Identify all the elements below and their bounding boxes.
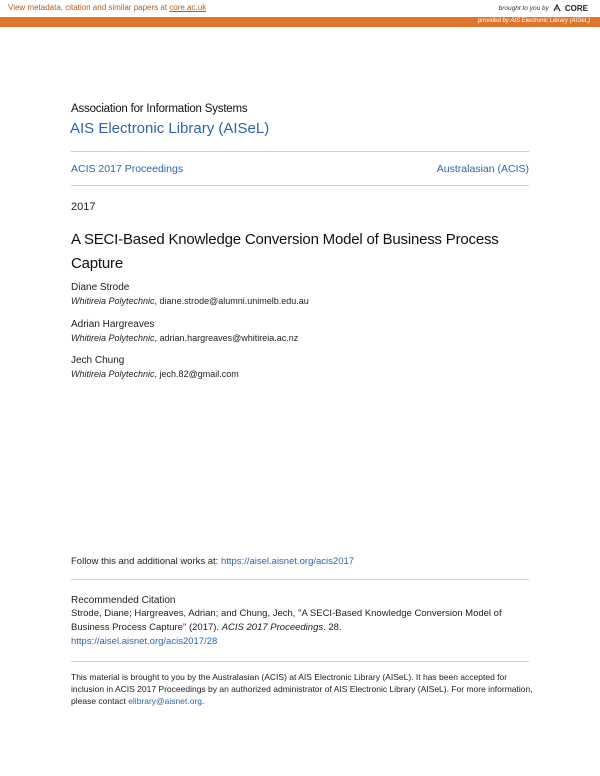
author-affiliation xyxy=(71,296,309,306)
notice-end: . xyxy=(202,696,205,706)
region-link[interactable]: Australasian (ACIS) xyxy=(436,163,529,175)
affiliation-separator: , xyxy=(154,333,160,343)
citation-text-end: . 28. xyxy=(323,622,342,633)
divider xyxy=(71,185,529,186)
citation-heading: Recommended Citation xyxy=(71,595,176,606)
view-metadata-text xyxy=(8,3,206,12)
divider xyxy=(71,151,529,152)
provided-by-bar xyxy=(0,17,600,27)
divider xyxy=(71,579,529,580)
author-name: Jech Chung xyxy=(71,355,125,366)
author-affiliation xyxy=(71,333,298,343)
proceedings-link[interactable]: ACIS 2017 Proceedings xyxy=(71,163,184,175)
follow-link[interactable]: https://aisel.aisnet.org/acis2017 xyxy=(220,556,355,567)
brought-by-label: brought to you by xyxy=(498,4,549,12)
divider xyxy=(71,661,529,662)
citation-link[interactable]: https://aisel.aisnet.org/acis2017/28 xyxy=(71,636,218,647)
core-link[interactable]: core.ac.uk xyxy=(169,3,207,12)
brought-by xyxy=(499,3,588,13)
author-name: Diane Strode xyxy=(71,282,130,293)
core-banner xyxy=(0,0,600,18)
paper-year: 2017 xyxy=(71,201,96,213)
affiliation-separator: , xyxy=(154,369,160,379)
author-email: diane.strode@alumni.unimelb.edu.au xyxy=(159,296,309,306)
author-email: adrian.hargreaves@whitireia.ac.nz xyxy=(159,333,299,343)
notice-body: This material is brought to you by the Australasian (ACIS) at AIS Electronic Library (AISeL). It has been accepted for inclusion in ACIS 2017 Proceedings by an authorized administrator of AIS Electronic Library (AISeL). For more information, please contact xyxy=(71,672,533,706)
author-institution: Whitireia Polytechnic xyxy=(71,333,155,343)
author-email: jech.82@gmail.com xyxy=(159,369,239,379)
view-metadata-label: View metadata, citation and similar papers at xyxy=(8,3,170,12)
author-institution: Whitireia Polytechnic xyxy=(71,296,155,306)
citation-text: Strode, Diane; Hargreaves, Adrian; and Chung, Jech, "A SECI-Based Knowledge Conversion Model of Business Process Capture" (2017). xyxy=(71,608,502,633)
author-affiliation xyxy=(71,369,239,379)
paper-title: A SECI-Based Knowledge Conversion Model of Business Process Capture xyxy=(71,231,499,272)
provided-by-label: provided by AIS Electronic Library (AISeL) xyxy=(477,18,590,24)
citation-body xyxy=(71,607,531,649)
author-name: Adrian Hargreaves xyxy=(71,319,155,330)
follow-works xyxy=(71,556,354,567)
follow-text: Follow this and additional works at: xyxy=(71,556,221,567)
contact-email-link[interactable]: elibrary@aisnet.org xyxy=(128,696,203,706)
author-institution: Whitireia Polytechnic xyxy=(71,369,155,379)
association-name: Association for Information Systems xyxy=(71,103,248,115)
affiliation-separator: , xyxy=(154,296,160,306)
citation-venue: ACIS 2017 Proceedings xyxy=(221,622,324,633)
core-logo-icon xyxy=(552,3,562,13)
core-logo-label: CORE xyxy=(564,3,588,13)
notice-text xyxy=(71,671,536,707)
library-link[interactable]: AIS Electronic Library (AISeL) xyxy=(70,120,270,137)
